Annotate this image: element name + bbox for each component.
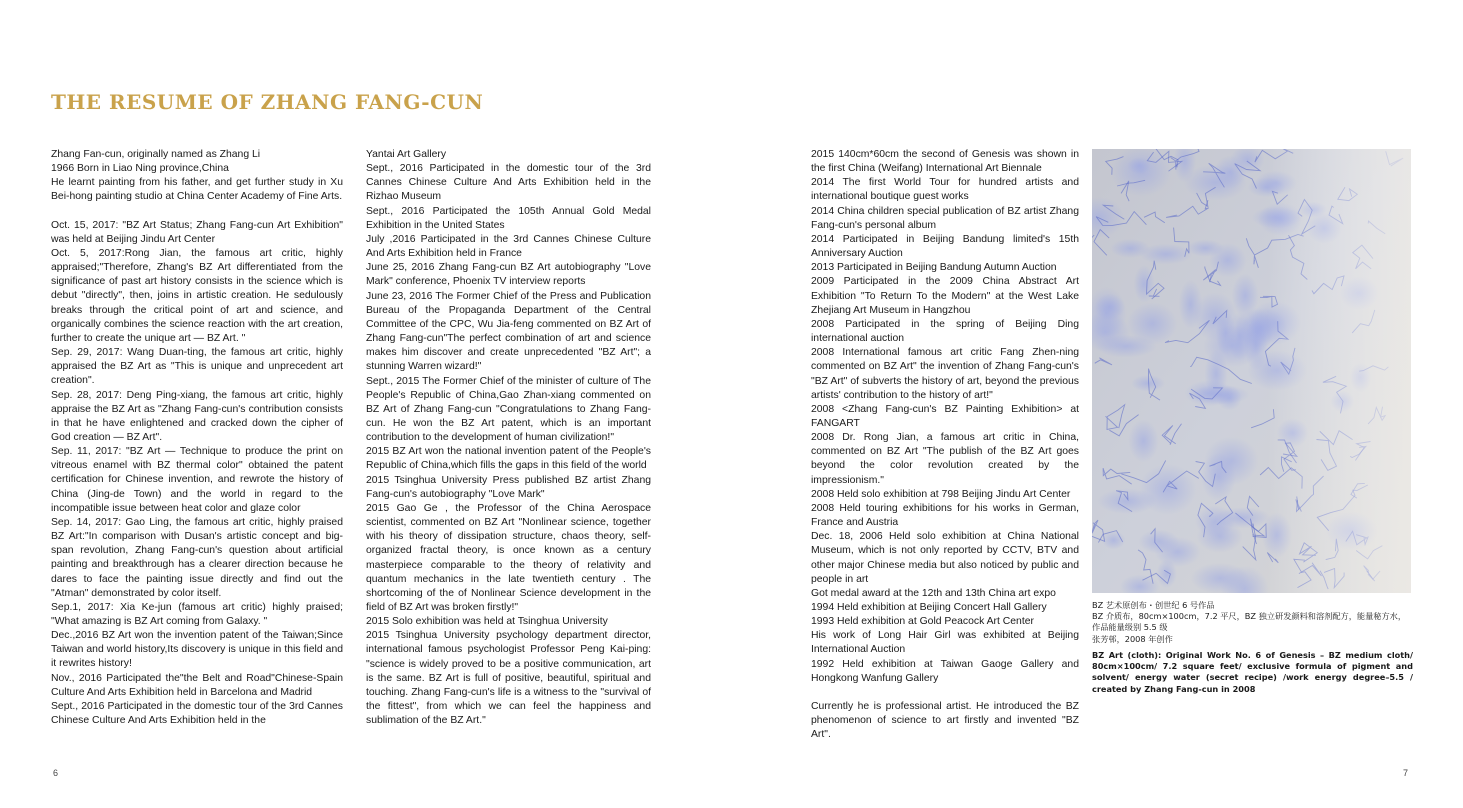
resume-entry: Currently he is professional artist. He introduced the BZ phenomenon of science to art firstly and invented "BZ Art".	[811, 700, 1079, 741]
resume-entry: Sept., 2016 Participated the 105th Annual Gold Medal Exhibition in the United States	[366, 205, 651, 231]
resume-entry: 2013 Participated in Beijing Bandung Autumn Auction	[811, 262, 1057, 274]
paragraph-gap	[811, 686, 1079, 700]
resume-entry: 2008 Held touring exhibitions for his works in German, France and Austria	[811, 502, 1079, 529]
caption-line: 张芳邨，2008 年创作	[1092, 633, 1173, 644]
resume-entry: Zhang Fan-cun, originally named as Zhang Li	[51, 149, 261, 160]
resume-entry: 1992 Held exhibition at Taiwan Gaoge Gallery and Hongkong Wanfung Gallery	[811, 658, 1079, 684]
artwork-caption-chinese	[1092, 600, 1413, 645]
resume-entry: 2015 140cm*60cm the second of Genesis was shown in the first China (Weifang) International Art Biennale	[811, 149, 1079, 175]
resume-entry: Sep. 11, 2017: "BZ Art — Technique to produce the print on vitreous enamel with BZ thermal color" obtained the patent certification for Chinese invention, and rewrote the history of China (Jing-de Town) and the world in regard to the incompatible issue between heat color and glaze color	[51, 446, 343, 514]
resume-entry: 2008 <Zhang Fang-cun's BZ Painting Exhibition> at FANGART	[811, 403, 1079, 429]
resume-entry: Sep. 28, 2017: Deng Ping-xiang, the famous art critic, highly appraise the BZ Art as "Zhang Fang-cun's contribution consists in that he have enlightened and cracked down the cipher of God creation — BZ Art".	[51, 389, 343, 443]
resume-entry: Sept., 2015 The Former Chief of the minister of culture of The People's Republic of China,Gao Zhan-xiang commented on BZ Art of Zhang Fang-cun "Congratulations to Zhang Fang-cun. He won the BZ Art patent, which is an important contribution to the development of human civilization!"	[366, 375, 651, 444]
caption-line: BZ 艺术原创布・创世纪 6 号作品	[1092, 600, 1215, 610]
resume-entry: Sept., 2016 Participated in the domestic tour of the 3rd Cannes Chinese Culture And Arts Exhibition held in the	[51, 700, 343, 727]
resume-column-1	[51, 148, 343, 728]
resume-entry: 2008 Participated in the spring of Beijing Ding international auction	[811, 318, 1079, 345]
resume-entry: 2015 Solo exhibition was held at Tsinghua University	[366, 616, 608, 628]
resume-entry: 2008 Dr. Rong Jian, a famous art critic in China, commented on BZ Art "The publish of the BZ Art goes beyond the color revolution created by the impressionism."	[811, 432, 1079, 486]
resume-entry: 2015 BZ Art won the national invention patent of the People's Republic of China,which fills the gaps in this field of the world	[366, 446, 651, 472]
resume-entry: 2009 Participated in the 2009 China Abstract Art Exhibition "To Return To the Modern" at the West Lake Zhejiang Art Museum in Hangzhou	[811, 276, 1079, 316]
resume-entry: 2015 Tsinghua University Press published BZ artist Zhang Fang-cun's autobiography "Love Mark"	[366, 474, 651, 500]
resume-entry: 2014 Participated in Beijing Bandung limited's 15th Anniversary Auction	[811, 233, 1079, 260]
resume-entry: Dec. 18, 2006 Held solo exhibition at China National Museum, which is not only reported by CCTV, BTV and other major Chinese media but also noticed by public and people in art	[811, 531, 1079, 585]
page-number-right: 7	[1403, 768, 1409, 778]
resume-entry: Oct. 5, 2017:Rong Jian, the famous art critic, highly appraised;"Therefore, Zhang's BZ Art differentiated from the significance of past art history consists in the science which is debut "directly", then, joins in artistic creation. He sedulously breaks through the critical point of art and science, and organically combines the science reaction with the art creation, further to create the unique art — BZ Art. "	[51, 247, 343, 344]
resume-entry: 2014 China children special publication of BZ artist Zhang Fang-cun's personal album	[811, 205, 1079, 231]
resume-entry: Yantai Art Gallery	[366, 149, 447, 160]
resume-entry: Got medal award at the 12th and 13th China art expo	[811, 587, 1056, 599]
resume-entry: 1966 Born in Liao Ning province,China	[51, 163, 229, 175]
page-number-left: 6	[53, 768, 59, 778]
resume-entry: June 25, 2016 Zhang Fang-cun BZ Art autobiography "Love Mark" conference, Phoenix TV interview reports	[366, 262, 651, 288]
paragraph-gap	[51, 205, 343, 219]
resume-entry: His work of Long Hair Girl was exhibited at Beijing International Auction	[811, 630, 1079, 656]
page-title: THE RESUME OF ZHANG FANG-CUN	[51, 90, 484, 114]
resume-column-3	[811, 148, 1079, 742]
resume-entry: Sep. 14, 2017: Gao Ling, the famous art critic, highly praised BZ Art:"In comparison with Dusan's artistic concept and big-span revolution, Zhang Fang-cun's question about artificial painting and breakthrough has a clearer direction because he dares to face the painting issue directly and find out the "Atman" demonstrated by color itself.	[51, 516, 343, 599]
resume-entry: 1994 Held exhibition at Beijing Concert Hall Gallery	[811, 602, 1047, 613]
resume-column-2	[366, 148, 651, 728]
resume-entry: June 23, 2016 The Former Chief of the Press and Publication Bureau of the Propaganda Department of the Central Committee of the CPC, Wu Jia-feng commented on BZ Art of Zhang Fang-cun"The perfect combination of art and science makes him discover and create unprecedented "BZ Art"; a stunning Warren wizard!"	[366, 290, 651, 373]
resume-entry: He learnt painting from his father, and get further study in Xu Bei-hong painting studio at China Center Academy of Fine Arts.	[51, 177, 343, 203]
resume-entry: Dec.,2016 BZ Art won the invention patent of the Taiwan;Since Taiwan and world history,Its discovery is unique in this field and it rewrites history!	[51, 630, 343, 670]
resume-entry: Oct. 15, 2017: "BZ Art Status; Zhang Fang-cun Art Exhibition" was held at Beijing Jindu Art Center	[51, 219, 343, 245]
resume-entry: July ,2016 Participated in the 3rd Cannes Chinese Culture And Arts Exhibition held in France	[366, 233, 651, 260]
resume-entry: 2014 The first World Tour for hundred artists and international boutique guest works	[811, 177, 1079, 203]
resume-entry: 1993 Held exhibition at Gold Peacock Art Center	[811, 616, 1034, 628]
resume-entry: Sept., 2016 Participated in the domestic tour of the 3rd Cannes Chinese Culture And Arts Exhibition held in the Rizhao Museum	[366, 163, 651, 203]
artwork-caption-english: BZ Art (cloth): Original Work No. 6 of Genesis – BZ medium cloth/ 80cm×100cm/ 7.2 square feet/ exclusive formula of pigment and solvent/ energy water (secret recipe) /work energy degree–5.5 / created by Zhang Fang-cun in 2008	[1092, 650, 1413, 694]
resume-entry: 2008 Held solo exhibition at 798 Beijing Jindu Art Center	[811, 488, 1071, 500]
artwork-painting	[1092, 149, 1411, 593]
resume-entry: Nov., 2016 Participated the"the Belt and Road"Chinese-Spain Culture And Arts Exhibition held in Barcelona and Madrid	[51, 672, 343, 698]
artwork-image	[1092, 149, 1411, 593]
resume-entry: 2015 Tsinghua University psychology department director, international famous psychologist Professor Peng Kai-ping: "science is widely proved to be a positive communication, art is the same. BZ Art is full of positive, beautiful, spiritual and touching. Zhang Fang-cun's life is a witness to the "survival of the fittest", from which we can feel the happiness and sublimation of the BZ Art."	[366, 630, 651, 727]
resume-entry: 2015 Gao Ge , the Professor of the China Aerospace scientist, commented on BZ Art "Nonlinear science, together with his theory of dissipation structure, chaos theory, self-organized fractal theory, is once known as a century masterpiece comparable to the theory of relativity and quantum mechanics in the late twentieth century . The shortcoming of the of Nonlinear Science development in the field of BZ Art was broken firstly!"	[366, 502, 651, 613]
resume-entry: Sep. 29, 2017: Wang Duan-ting, the famous art critic, highly appraised the BZ Art as "This is unique and unprecedent art creation".	[51, 347, 343, 387]
resume-entry: 2008 International famous art critic Fang Zhen-ning commented on BZ Art" the invention of Zhang Fang-cun's "BZ Art" of subverts the history of art, beyond the previous artists' contribution to the history of art!"	[811, 347, 1079, 401]
caption-line: BZ 介质布，80cm×100cm，7.2 平尺，BZ 独立研发颜料和溶剂配方，能量秘方水，作品能量级别 5.5 级	[1092, 611, 1407, 633]
resume-entry: Sep.1, 2017: Xia Ke-jun (famous art critic) highly praised; "What amazing is BZ Art coming from Galaxy. "	[51, 601, 343, 627]
